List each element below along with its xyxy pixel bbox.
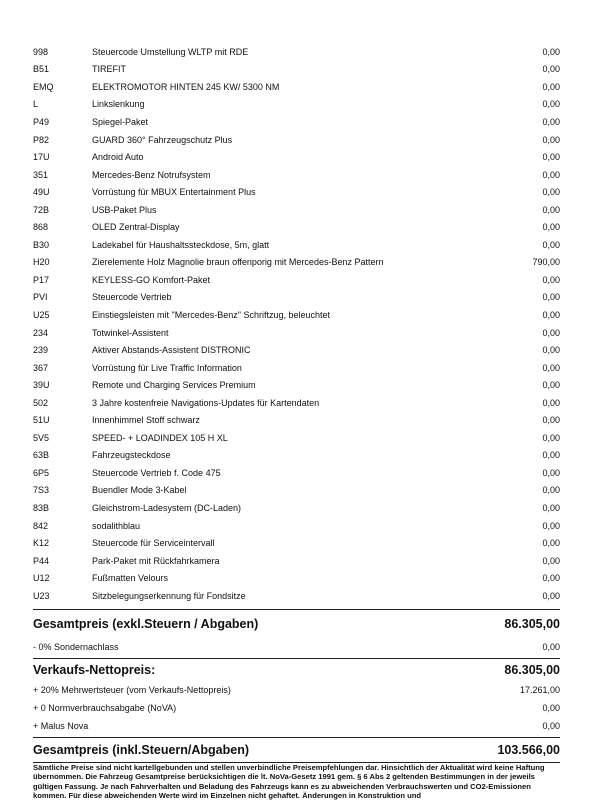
equipment-description: Totwinkel-Assistent: [92, 327, 169, 338]
equipment-description: Zierelemente Holz Magnolie braun offenporig mit Mercedes-Benz Pattern: [92, 257, 384, 268]
equipment-row: [33, 148, 560, 166]
equipment-row: [33, 552, 560, 570]
equipment-price: 0,00: [542, 345, 560, 356]
equipment-row: [33, 306, 560, 324]
total-incl-tax-label: Gesamtpreis (inkl.Steuern/Abgaben): [33, 742, 250, 757]
equipment-price: 0,00: [542, 327, 560, 338]
price-list: [33, 43, 560, 763]
equipment-description: Vorrüstung für Live Traffic Information: [92, 362, 242, 373]
equipment-code: U25: [33, 309, 50, 320]
equipment-description: Aktiver Abstands-Assistent DISTRONIC: [92, 345, 251, 356]
equipment-price: 0,00: [542, 485, 560, 496]
total-excl-tax-row: [33, 610, 560, 638]
equipment-row: [33, 464, 560, 482]
equipment-price: 0,00: [542, 502, 560, 513]
total-excl-tax-label: Gesamtpreis (exkl.Steuern / Abgaben): [33, 616, 259, 631]
equipment-code: L: [33, 99, 39, 110]
equipment-row: [33, 183, 560, 201]
equipment-code: 83B: [33, 502, 50, 513]
equipment-row: [33, 341, 560, 359]
equipment-description: Spiegel-Paket: [92, 116, 149, 127]
equipment-row: [33, 218, 560, 236]
equipment-code: P49: [33, 116, 50, 127]
equipment-code: B30: [33, 239, 50, 250]
equipment-code: 17U: [33, 152, 50, 163]
equipment-price: 0,00: [542, 309, 560, 320]
malus-row: [33, 717, 560, 735]
equipment-price: 0,00: [542, 81, 560, 92]
equipment-price: 0,00: [542, 432, 560, 443]
equipment-code: 367: [33, 362, 49, 373]
net-price-value: 86.305,00: [504, 662, 560, 677]
equipment-description: GUARD 360° Fahrzeugschutz Plus: [92, 134, 233, 145]
equipment-row: [33, 447, 560, 465]
equipment-price: 0,00: [542, 99, 560, 110]
equipment-row: [33, 411, 560, 429]
equipment-description: Steuercode Vertrieb f. Code 475: [92, 467, 221, 478]
equipment-description: Vorrüstung für MBUX Entertainment Plus: [92, 187, 256, 198]
equipment-code: 998: [33, 46, 49, 57]
equipment-row: [33, 517, 560, 535]
equipment-code: U23: [33, 590, 50, 601]
equipment-row: [33, 324, 560, 342]
equipment-price: 0,00: [542, 380, 560, 391]
equipment-description: Sitzbelegungserkennung für Fondsitze: [92, 590, 246, 601]
vat-row: [33, 681, 560, 699]
malus-label: + Malus Nova: [33, 720, 89, 731]
equipment-description: 3 Jahre kostenfreie Navigations-Updates für Kartendaten: [92, 397, 320, 408]
equipment-price: 0,00: [542, 362, 560, 373]
equipment-code: 351: [33, 169, 49, 180]
equipment-description: KEYLESS-GO Komfort-Paket: [92, 274, 211, 285]
equipment-description: Linkslenkung: [92, 99, 145, 110]
equipment-code: 49U: [33, 187, 50, 198]
equipment-code: PVI: [33, 292, 48, 303]
legal-footnote: Sämtliche Preise sind nicht kartellgebunden und stellen unverbindliche Preisempfehlungen dar. Hinsichtlich der Aktualität wird keine Haftung übernommen. Die Fahrzeug Gesamtpreise berücksichtigen die lt. NoVa-Gesetz 1991 gem. § 6 Abs 2 geltenden Bestimmungen in der jeweils gültigen Fassung. Je nach Fahrverhalten und Beladung des Fahrzeugs kann es zu abweichenden Verbrauchswerten und CO2-Emissionen kommen. Für diese abweichenden Werte wird im Einzelnen nicht gehaftet. Änderungen in Konstruktion und: [33, 763, 545, 801]
equipment-code: EMQ: [33, 81, 54, 92]
equipment-code: H20: [33, 257, 50, 268]
equipment-description: Android Auto: [92, 152, 144, 163]
equipment-row: [33, 131, 560, 149]
discount-row: [33, 638, 560, 656]
equipment-code: 502: [33, 397, 49, 408]
equipment-row: [33, 201, 560, 219]
equipment-row: [33, 429, 560, 447]
equipment-code: U12: [33, 573, 50, 584]
equipment-code: 39U: [33, 380, 50, 391]
malus-value: 0,00: [542, 720, 560, 731]
vat-value: 17.261,00: [519, 684, 560, 695]
equipment-price: 0,00: [542, 46, 560, 57]
equipment-code: P82: [33, 134, 50, 145]
equipment-price: 0,00: [542, 64, 560, 75]
equipment-row: [33, 376, 560, 394]
discount-label: - 0% Sondernachlass: [33, 641, 119, 652]
equipment-row: [33, 534, 560, 552]
vat-label: + 20% Mehrwertsteuer (vom Verkaufs-Nettopreis): [33, 684, 231, 695]
equipment-description: Fahrzeugsteckdose: [92, 450, 171, 461]
equipment-code: 5V5: [33, 432, 50, 443]
net-price-row: [33, 659, 560, 681]
equipment-description: Gleichstrom-Ladesystem (DC-Laden): [92, 502, 242, 513]
equipment-row: [33, 587, 560, 605]
equipment-list: [33, 43, 560, 605]
equipment-description: OLED Zentral-Display: [92, 222, 180, 233]
equipment-price: 0,00: [542, 222, 560, 233]
equipment-price: 0,00: [542, 134, 560, 145]
equipment-price: 0,00: [542, 555, 560, 566]
equipment-price: 0,00: [542, 116, 560, 127]
equipment-description: ELEKTROMOTOR HINTEN 245 KW/ 5300 NM: [92, 81, 280, 92]
equipment-description: Buendler Mode 3-Kabel: [92, 485, 187, 496]
equipment-price: 0,00: [542, 538, 560, 549]
equipment-description: Remote und Charging Services Premium: [92, 380, 256, 391]
equipment-price: 0,00: [542, 152, 560, 163]
equipment-row: [33, 482, 560, 500]
equipment-row: [33, 254, 560, 272]
equipment-code: P44: [33, 555, 50, 566]
equipment-price: 790,00: [532, 257, 560, 268]
equipment-description: Innenhimmel Stoff schwarz: [92, 415, 200, 426]
equipment-description: SPEED- + LOADINDEX 105 H XL: [92, 432, 228, 443]
equipment-code: 72B: [33, 204, 50, 215]
total-incl-tax-row: [33, 738, 560, 762]
equipment-row: [33, 394, 560, 412]
equipment-price: 0,00: [542, 520, 560, 531]
equipment-description: Mercedes-Benz Notrufsystem: [92, 169, 211, 180]
equipment-code: K12: [33, 538, 50, 549]
equipment-description: Einstiegsleisten mit "Mercedes-Benz" Schriftzug, beleuchtet: [92, 309, 330, 320]
equipment-row: [33, 499, 560, 517]
equipment-row: [33, 113, 560, 131]
nova-row: [33, 699, 560, 717]
equipment-description: TIREFIT: [92, 64, 126, 75]
equipment-price: 0,00: [542, 590, 560, 601]
equipment-code: 51U: [33, 415, 50, 426]
equipment-description: Steuercode Umstellung WLTP mit RDE: [92, 46, 249, 57]
equipment-row: [33, 236, 560, 254]
equipment-description: Park-Paket mit Rückfahrkamera: [92, 555, 220, 566]
equipment-row: [33, 78, 560, 96]
equipment-price: 0,00: [542, 204, 560, 215]
nova-label: + 0 Normverbrauchsabgabe (NoVA): [33, 702, 177, 713]
equipment-price: 0,00: [542, 292, 560, 303]
total-excl-tax-value: 86.305,00: [504, 616, 560, 631]
discount-value: 0,00: [542, 641, 560, 652]
equipment-code: B51: [33, 64, 50, 75]
equipment-code: 7S3: [33, 485, 50, 496]
equipment-code: 6P5: [33, 467, 50, 478]
equipment-price: 0,00: [542, 450, 560, 461]
equipment-row: [33, 61, 560, 79]
equipment-description: Steuercode für Serviceintervall: [92, 538, 215, 549]
equipment-price: 0,00: [542, 415, 560, 426]
equipment-row: [33, 359, 560, 377]
equipment-row: [33, 569, 560, 587]
equipment-price: 0,00: [542, 467, 560, 478]
equipment-price: 0,00: [542, 397, 560, 408]
net-price-label: Verkaufs-Nettopreis:: [33, 662, 156, 677]
equipment-code: 868: [33, 222, 49, 233]
equipment-description: Steuercode Vertrieb: [92, 292, 172, 303]
equipment-row: [33, 96, 560, 114]
equipment-code: 234: [33, 327, 49, 338]
nova-value: 0,00: [542, 702, 560, 713]
equipment-code: 63B: [33, 450, 50, 461]
equipment-price: 0,00: [542, 187, 560, 198]
equipment-description: sodalithblau: [92, 520, 141, 531]
equipment-code: 239: [33, 345, 49, 356]
equipment-code: 842: [33, 520, 49, 531]
equipment-price: 0,00: [542, 239, 560, 250]
equipment-code: P17: [33, 274, 50, 285]
equipment-description: Ladekabel für Haushaltssteckdose, 5m, glatt: [92, 239, 270, 250]
equipment-row: [33, 271, 560, 289]
equipment-price: 0,00: [542, 169, 560, 180]
equipment-price: 0,00: [542, 274, 560, 285]
total-incl-tax-value: 103.566,00: [497, 742, 560, 757]
equipment-row: [33, 289, 560, 307]
equipment-row: [33, 43, 560, 61]
equipment-price: 0,00: [542, 573, 560, 584]
equipment-description: USB-Paket Plus: [92, 204, 157, 215]
equipment-row: [33, 166, 560, 184]
equipment-description: Fußmatten Velours: [92, 573, 169, 584]
